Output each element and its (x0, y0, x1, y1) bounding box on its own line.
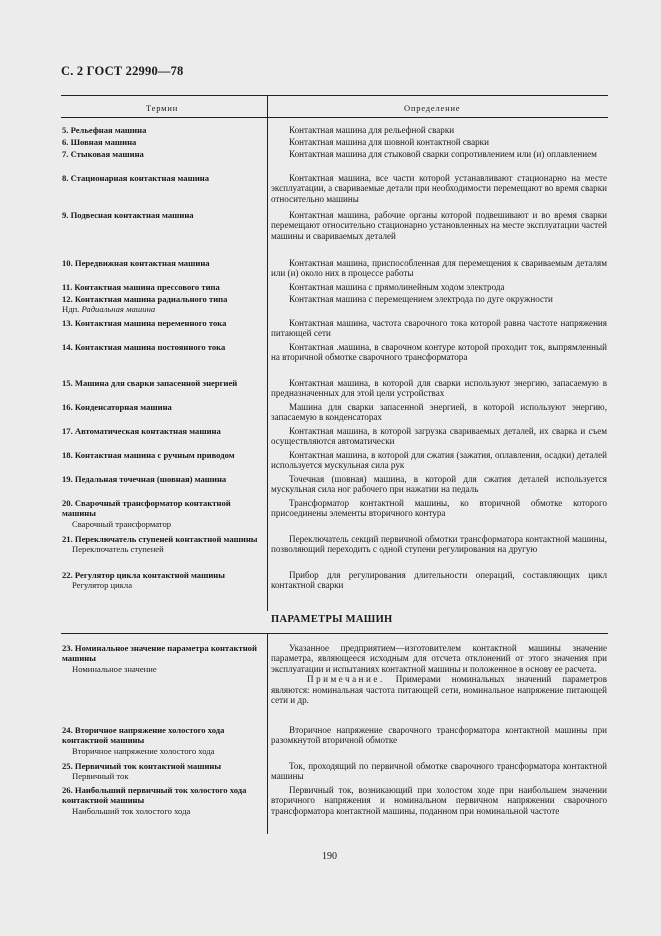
table-row-definition: Контактная машина, частота сварочного тока которой равна частоте напряжения питающей сети (271, 318, 607, 339)
table-row-term: 13. Контактная машина переменного тока (62, 318, 227, 328)
table-row-definition: Указанное предприятием—изготовителем контактной машины значение параметра, являющееся исходным для отсчета отклонений от этого значения при эксплуатации и испытаниях контактной машины и положенное в основу ее расчета. Примечание. Примерами номинальных значений параметров являются: номинальная частота питающей сети, номинальное напряжение питающей сети и др. (271, 643, 607, 706)
table-row-term: 21. Переключатель ступеней контактной машины Переключатель ступеней (62, 534, 264, 555)
column-divider (267, 634, 268, 834)
deprecated-prefix: Ндп. (62, 304, 80, 315)
column-divider (267, 96, 268, 611)
table-row-term: 14. Контактная машина постоянного тока (62, 342, 226, 352)
table-row-definition: Точечная (шовная) машина, в которой для сжатия деталей используется мускульная сила ног рабочего при нажатии на педаль (271, 474, 607, 495)
table-row-definition: Контактная машина для шовной контактной сварки (289, 137, 489, 147)
table-row-definition: Трансформатор контактной машины, ко вторичной обмотке которого присоединены элементы вторичного контура (271, 498, 607, 519)
table-row-term: 11. Контактная машина прессового типа (62, 282, 220, 292)
short-term: Сварочный трансформатор (72, 518, 172, 529)
table-header-rule (61, 117, 608, 118)
page-number: 190 (322, 851, 337, 862)
short-term: Первичный ток (72, 771, 129, 782)
table-row-definition: Машина для сварки запасенной энергией, в которой используют энергию, запасаемую в конденсаторах (271, 402, 607, 423)
column-header-term: Термин (146, 103, 179, 113)
table-row-definition: Контактная машина с перемещением электрода по дуге окружности (289, 294, 553, 304)
table-row-term: 12. Контактная машина радиального типа Ндп. Радиальная машина (62, 294, 228, 315)
section-rule (61, 633, 608, 634)
note: Примечание. Примерами номинальных значений параметров являются: номинальная частота питающей сети, номинальное напряжение питающей сети и др. (271, 674, 607, 706)
table-row-term: 10. Передвижная контактная машина (62, 258, 210, 268)
short-term: Наибольший ток холостого хода (72, 805, 191, 816)
table-row-term: 18. Контактная машина с ручным приводом (62, 450, 235, 460)
table-row-term: 25. Первичный ток контактной машины Первичный ток (62, 761, 264, 782)
table-row-term: 17. Автоматическая контактная машина (62, 426, 221, 436)
deprecated-term: Радиальная машина (81, 304, 156, 315)
table-row-definition: Контактная машина, в которой для сжатия (зажатия, оплавления, осадки) деталей используется мускульная сила рук (271, 450, 607, 471)
table-row-definition: Контактная машина, в которой для сварки используют энергию, запасаемую в предназначенных для этой цели устройствах (271, 378, 607, 399)
table-row-term: 23. Номинальное значение параметра контактной машины Номинальное значение (62, 643, 264, 674)
short-term: Вторичное напряжение холостого хода (72, 745, 215, 756)
table-row-term: 26. Наибольший первичный ток холостого хода контактной машины Наибольший ток холостого хода (62, 785, 264, 816)
table-row-definition: Контактная машина, в которой загрузка свариваемых деталей, их сварка и съем осуществляются автоматически (271, 426, 607, 447)
short-term: Переключатель ступеней (72, 544, 164, 555)
table-row-definition: Вторичное напряжение сварочного трансформатора контактной машины при разомкнутой вторичной обмотке (271, 725, 607, 746)
table-row-definition: Прибор для регулирования длительности операций, составляющих цикл контактной сварки (271, 570, 607, 591)
table-row-definition: Контактная машина, все части которой устанавливают стационарно на месте эксплуатации, а свариваемые детали при необходимости перемещают во время сварки относительно машины (271, 173, 607, 204)
short-term: Регулятор цикла (72, 580, 133, 591)
table-top-rule (61, 95, 608, 96)
table-row-term: 16. Конденсаторная машина (62, 402, 172, 412)
table-row-definition: Контактная машина, приспособленная для перемещения к свариваемым деталям или (и) около них в процессе работы (271, 258, 607, 279)
table-row-definition: Контактная машина, рабочие органы которой подвешивают и во время сварки перемещают относительно стационарно установленных на месте эксплуатации частей машины и свариваемых деталей (271, 210, 607, 241)
table-row-term: 7. Стыковая машина (62, 149, 144, 159)
page-header: С. 2 ГОСТ 22990—78 (61, 64, 184, 78)
note-label: Примечание. (307, 674, 385, 685)
table-row-term: 19. Педальная точечная (шовная) машина (62, 474, 227, 484)
table-row-definition: Контактная машина для стыковой сварки сопротивлением или (и) оплавлением (289, 149, 597, 159)
table-row-term: 5. Рельефная машина (62, 125, 147, 135)
column-header-definition: Определение (404, 103, 461, 113)
table-row-definition: Ток, проходящий по первичной обмотке сварочного трансформатора контактной машины (271, 761, 607, 782)
table-row-definition: Контактная .машина, в сварочном контуре которой проходит ток, выпрямленный на вторичной обмотке сварочного трансформатора (271, 342, 607, 363)
table-row-term: 20. Сварочный трансформатор контактной машины Сварочный трансформатор (62, 498, 264, 529)
table-row-term: 15. Машина для сварки запасенной энергией (62, 378, 238, 388)
short-term: Номинальное значение (72, 663, 157, 674)
table-row-definition: Контактная машина с прямолинейным ходом электрода (289, 282, 505, 292)
table-row-term: 8. Стационарная контактная машина (62, 173, 210, 183)
table-row-term: 24. Вторичное напряжение холостого хода контактной машины Вторичное напряжение холостого хода (62, 725, 264, 756)
table-row-term: 22. Регулятор цикла контактной машины Регулятор цикла (62, 570, 264, 591)
table-row-definition: Контактная машина для рельефной сварки (289, 125, 455, 135)
table-row-term: 9. Подвесная контактная машина (62, 210, 194, 220)
table-row-term: 6. Шовная машина (62, 137, 137, 147)
table-row-definition: Первичный ток, возникающий при холостом ходе при наибольшем значении вторичного напряжения и номинальном первичном напряжении сварочного трансформатора контактной машины, поданном при номинальной частоте (271, 785, 607, 816)
table-row-definition: Переключатель секций первичной обмотки трансформатора контактной машины, позволяющий переходить с одной ступени регулирования на другую (271, 534, 607, 555)
section-title: ПАРАМЕТРЫ МАШИН (271, 614, 393, 625)
